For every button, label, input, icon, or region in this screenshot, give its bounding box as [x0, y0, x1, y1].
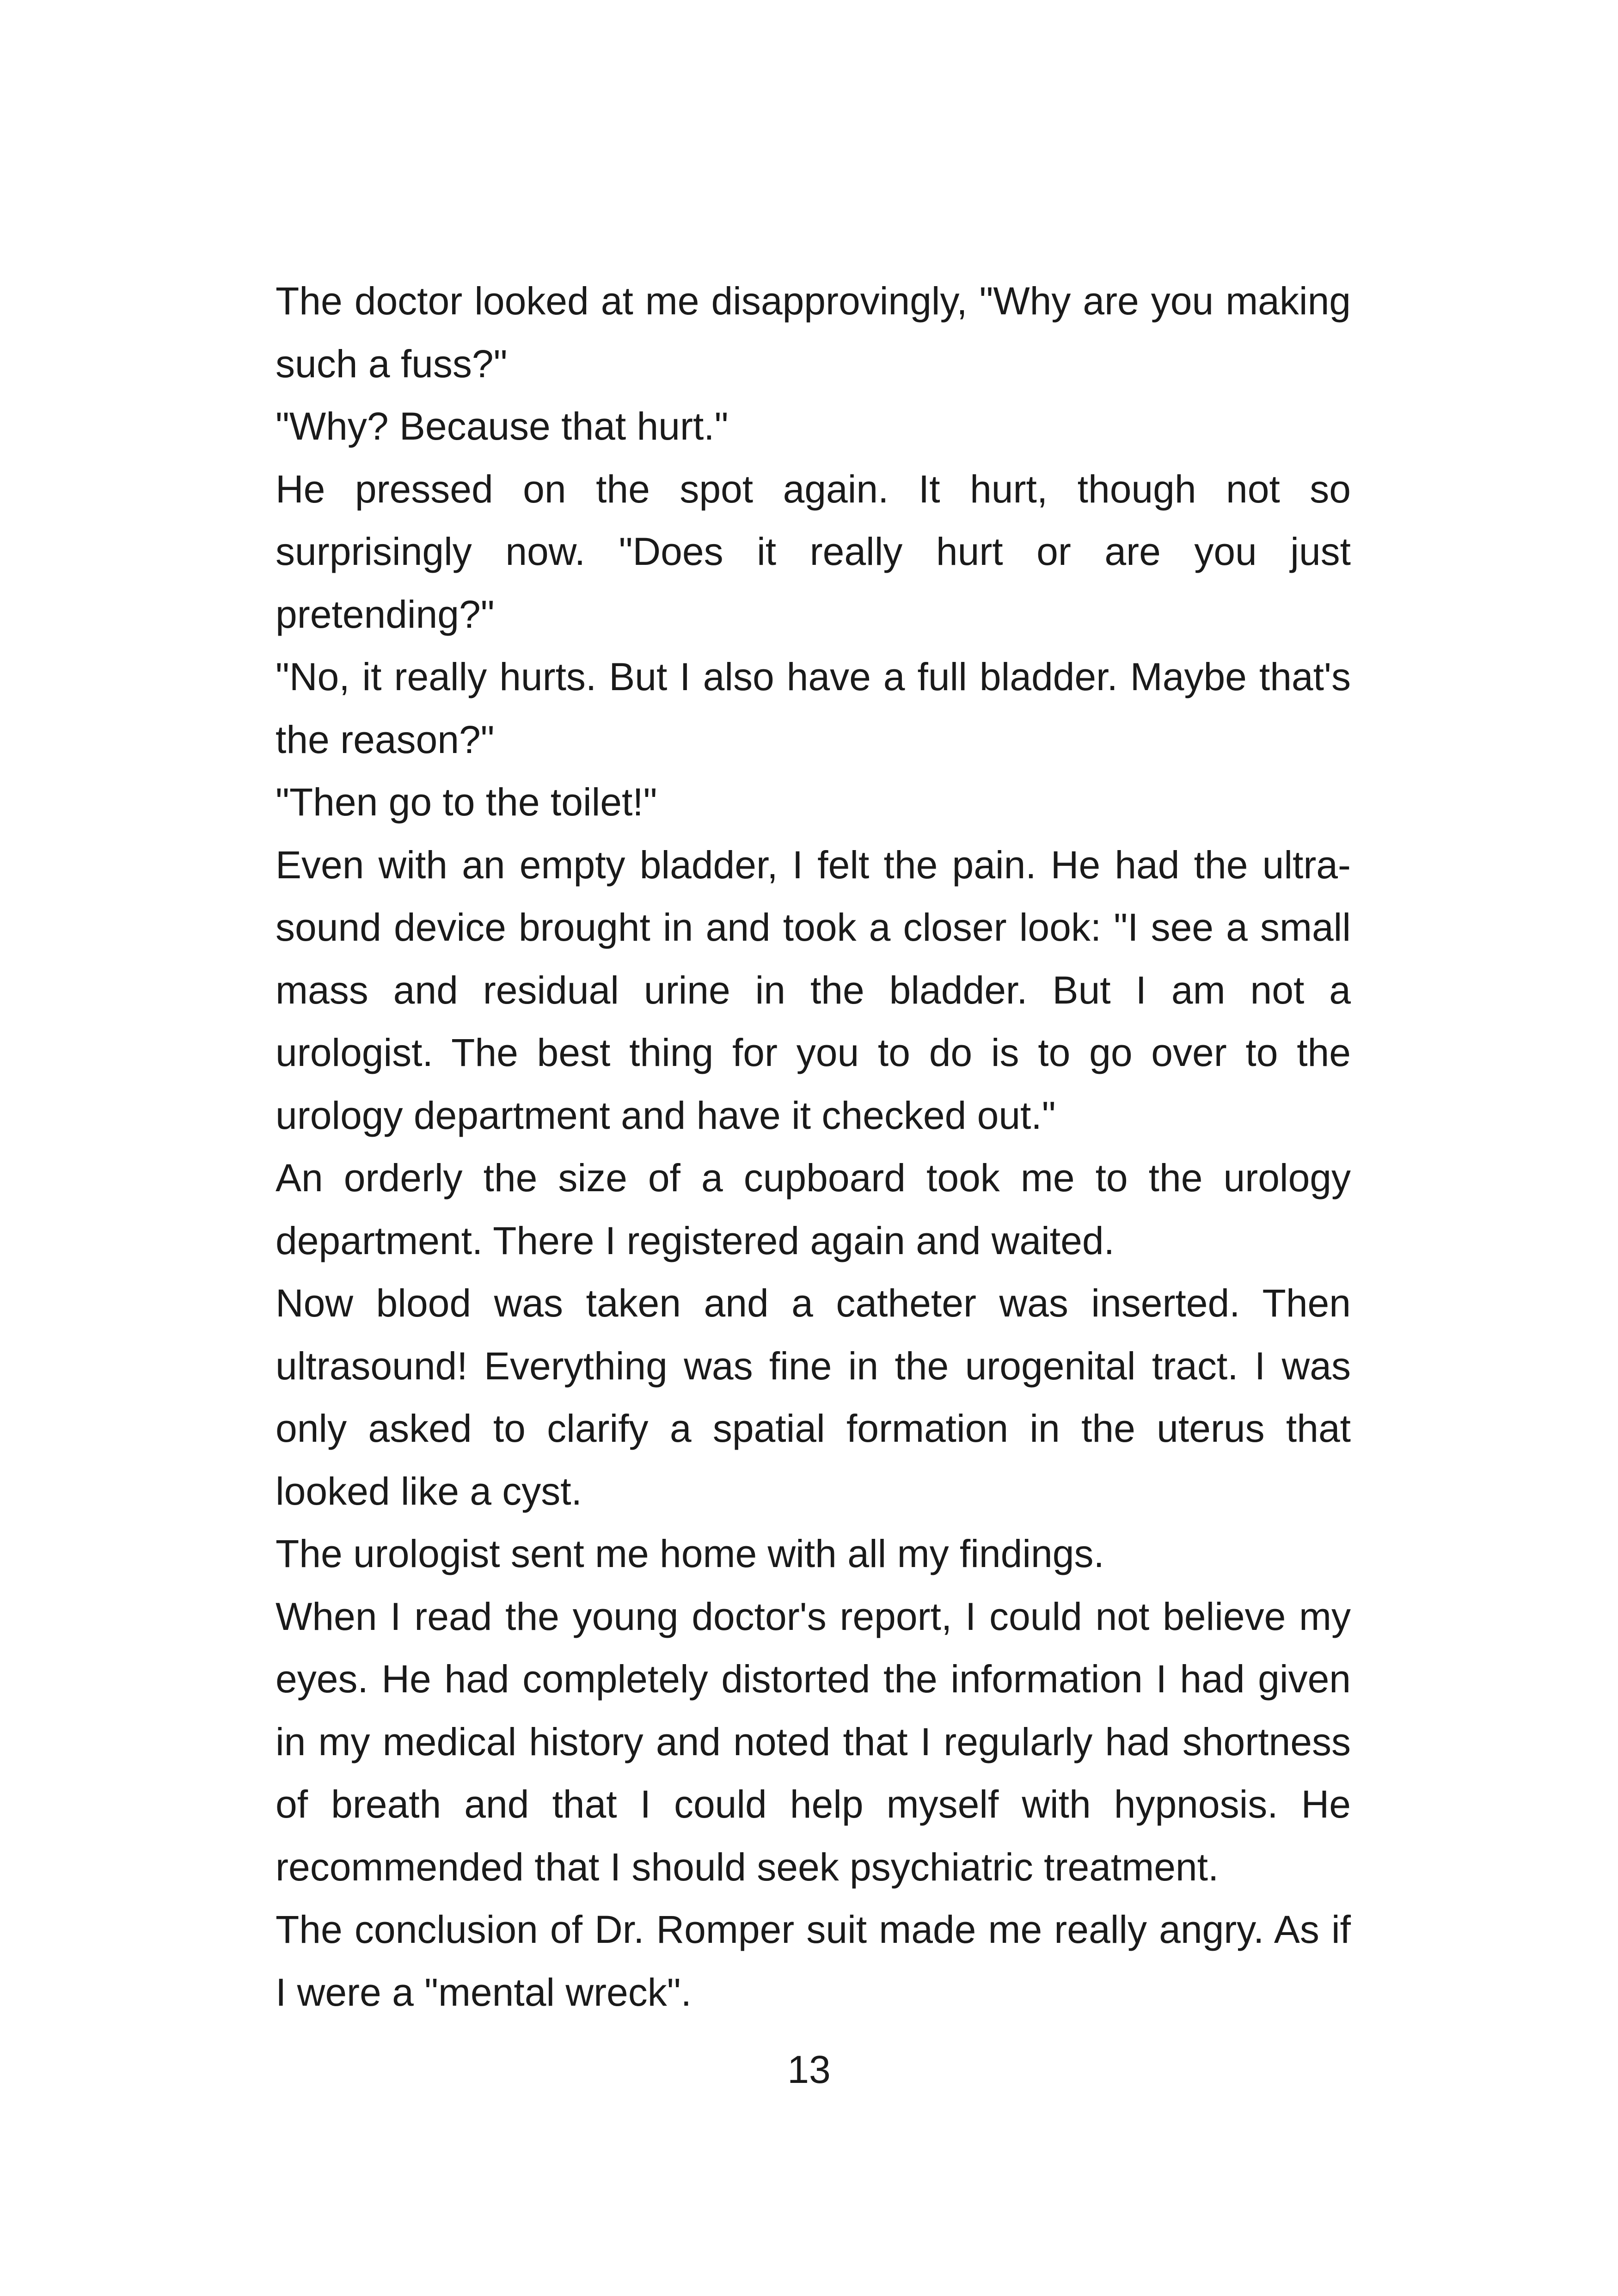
- paragraph: "Why? Because that hurt.": [276, 404, 729, 448]
- paragraph: Now blood was taken and a catheter was inserted. Then ultrasound! Everything was fine in the urogenital tract. I was only asked to clarify a spatial formation in the uterus that looked like a cyst.: [276, 1281, 1351, 1513]
- page-number: 13: [787, 2048, 831, 2091]
- paragraph: The urologist sent me home with all my findings.: [276, 1532, 1104, 1575]
- paragraph: He pressed on the spot again. It hurt, though not so surprisingly now. "Does it really hurt or are you just pretending?": [276, 467, 1351, 636]
- paragraph: "No, it really hurts. But I also have a full bladder. Maybe that's the reason?": [276, 655, 1351, 761]
- paragraph: The doctor looked at me disapprovingly, "Why are you making such a fuss?": [276, 279, 1351, 386]
- paragraph: An orderly the size of a cupboard took me to the urology department. There I registered again and waited.: [276, 1156, 1351, 1262]
- paragraph: The conclusion of Dr. Romper suit made me really angry. As if I were a "mental wreck".: [276, 1908, 1351, 2014]
- paragraph: Even with an empty bladder, I felt the pain. He had the ultra-sound device brought in and took a closer look: "I see a small mass and residual urine in the bladder. But I am not a urologist. The best thing for you to do is to go over to the urology department and have it checked out.": [276, 843, 1351, 1137]
- body-text: [276, 270, 1351, 2024]
- paragraph: When I read the young doctor's report, I could not believe my eyes. He had completely distorted the information I had given in my medical history and noted that I regularly had shortness of breath and that I could help myself with hypnosis. He recommended that I should seek psychiatric treatment.: [276, 1594, 1351, 1889]
- paragraph: "Then go to the toilet!": [276, 780, 657, 824]
